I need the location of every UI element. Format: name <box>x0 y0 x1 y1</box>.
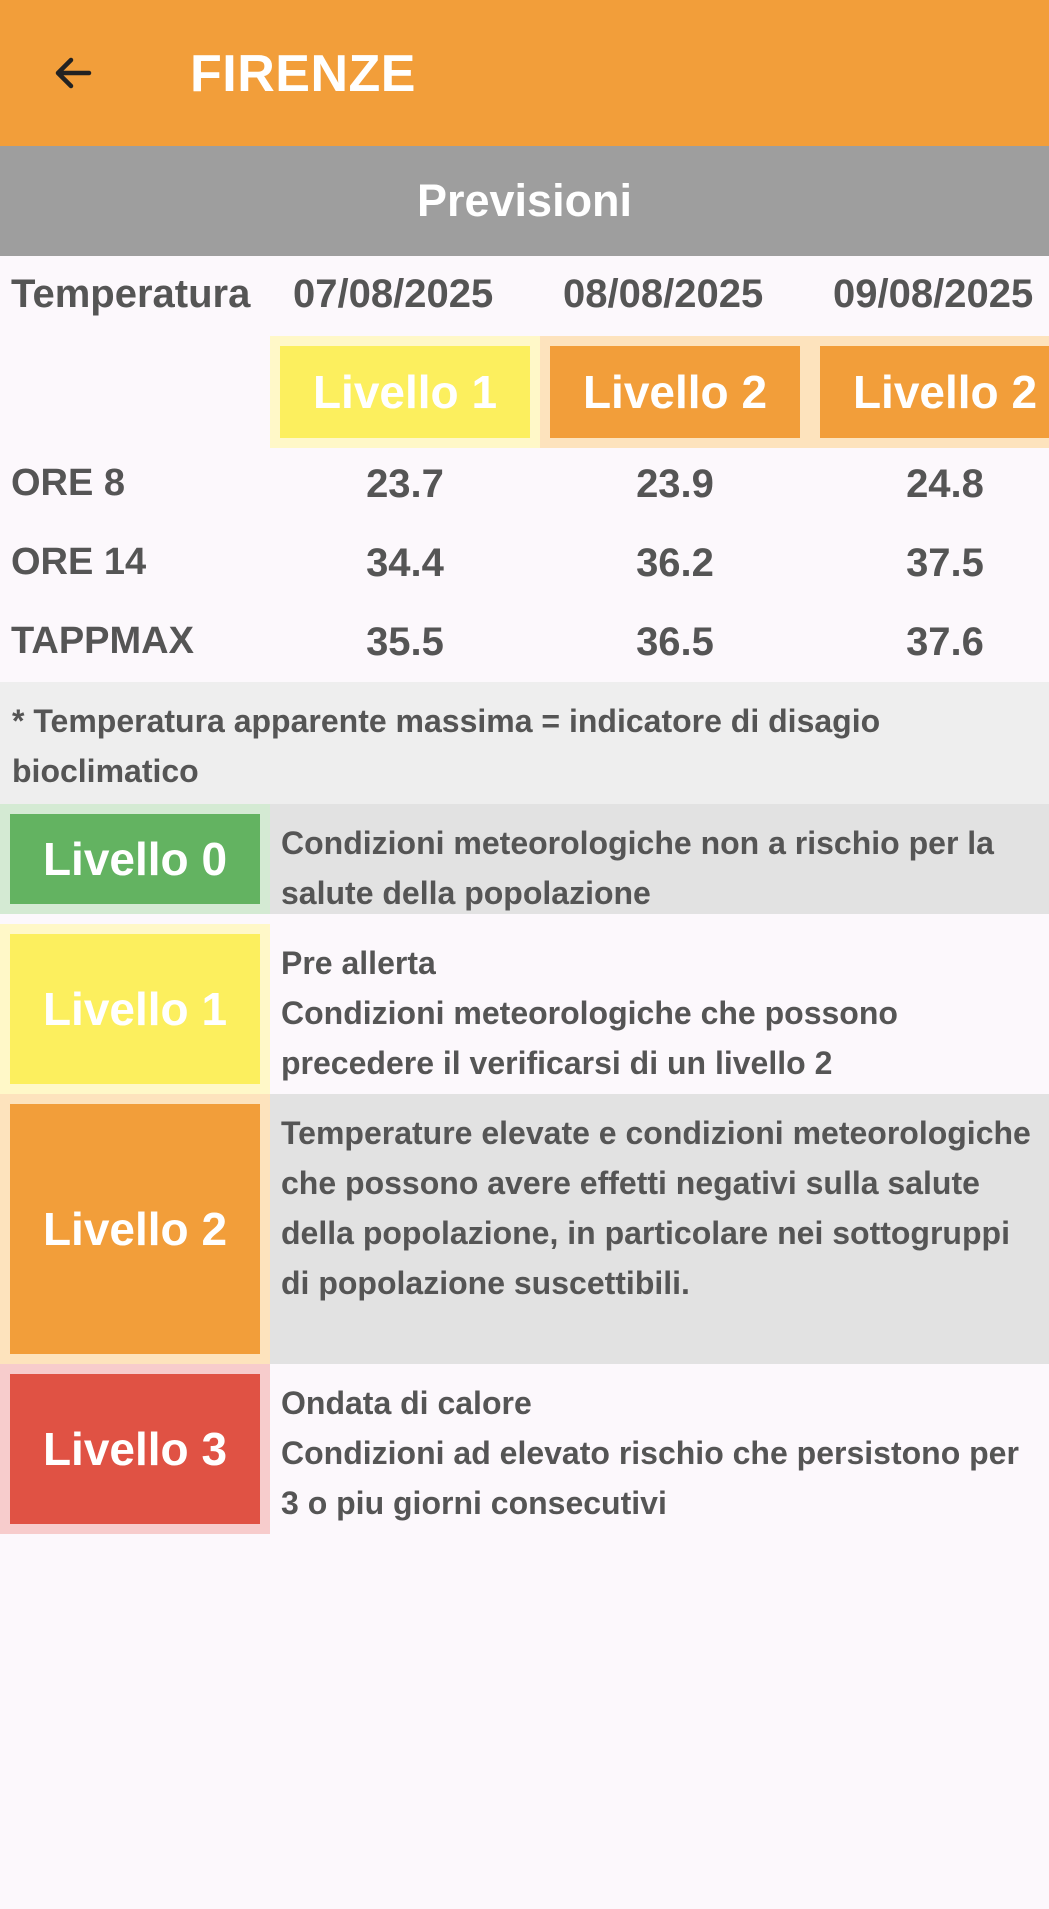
footnote: * Temperatura apparente massima = indicatore di disagio bioclimatico <box>0 682 1049 804</box>
legend-badge-wrap <box>0 1364 270 1534</box>
legend-line: Ondata di calore <box>281 1385 532 1421</box>
legend-line: Condizioni meteorologiche che possono precedere il verificarsi di un livello 2 <box>281 995 898 1081</box>
legend-item-level-1 <box>0 924 1049 1094</box>
table-cell: 36.5 <box>636 620 714 664</box>
legend-description <box>270 804 1049 914</box>
level-badge-label: Livello 2 <box>820 346 1049 438</box>
row-label-ore-14: ORE 14 <box>11 541 147 583</box>
legend-badge: Livello 2 <box>10 1104 260 1354</box>
table-cell: 23.9 <box>636 462 714 506</box>
table-header-label: Temperatura <box>11 272 251 316</box>
level-badge-day-2 <box>540 336 810 448</box>
legend-badge-wrap <box>0 804 270 914</box>
legend-line: Pre allerta <box>281 945 436 981</box>
legend-description <box>270 1364 1049 1534</box>
table-cell: 23.7 <box>366 462 444 506</box>
table-cell: 37.6 <box>906 620 984 664</box>
legend-description <box>270 1094 1049 1364</box>
legend-item-level-2 <box>0 1094 1049 1364</box>
legend-badge: Livello 3 <box>10 1374 260 1524</box>
legend-badge: Livello 0 <box>10 814 260 904</box>
legend-badge-wrap <box>0 924 270 1094</box>
table-cell: 35.5 <box>366 620 444 664</box>
table-cell: 36.2 <box>636 541 714 585</box>
section-header: Previsioni <box>0 146 1049 256</box>
legend-line: Temperature elevate e condizioni meteorologiche che possono avere effetti negativi sulla salute della popolazione, in particolare nei sottogruppi di popolazione suscettibili. <box>281 1115 1031 1301</box>
legend-badge: Livello 1 <box>10 934 260 1084</box>
date-column-2: 08/08/2025 <box>563 272 764 316</box>
page-title: FIRENZE <box>190 45 416 103</box>
level-badge-label: Livello 1 <box>280 346 530 438</box>
legend-line: Condizioni meteorologiche non a rischio per la salute della popolazione <box>281 825 994 911</box>
table-cell: 34.4 <box>366 541 444 585</box>
arrow-left-icon <box>49 49 97 97</box>
legend-description <box>270 924 1049 1094</box>
app-bar <box>0 0 1049 146</box>
level-badge-day-1 <box>270 336 540 448</box>
legend-item-level-0 <box>0 804 1049 914</box>
legend-item-level-3 <box>0 1364 1049 1534</box>
level-badge-label: Livello 2 <box>550 346 800 438</box>
date-column-1: 07/08/2025 <box>293 272 494 316</box>
legend-badge-wrap <box>0 1094 270 1364</box>
back-button[interactable] <box>40 40 106 106</box>
date-column-3: 09/08/2025 <box>833 272 1034 316</box>
table-cell: 37.5 <box>906 541 984 585</box>
row-label-tappmax: TAPPMAX <box>11 620 194 662</box>
table-cell: 24.8 <box>906 462 984 506</box>
legend-line: Condizioni ad elevato rischio che persistono per 3 o piu giorni consecutivi <box>281 1435 1019 1521</box>
row-label-ore-8: ORE 8 <box>11 462 126 504</box>
level-badge-day-3 <box>810 336 1049 448</box>
